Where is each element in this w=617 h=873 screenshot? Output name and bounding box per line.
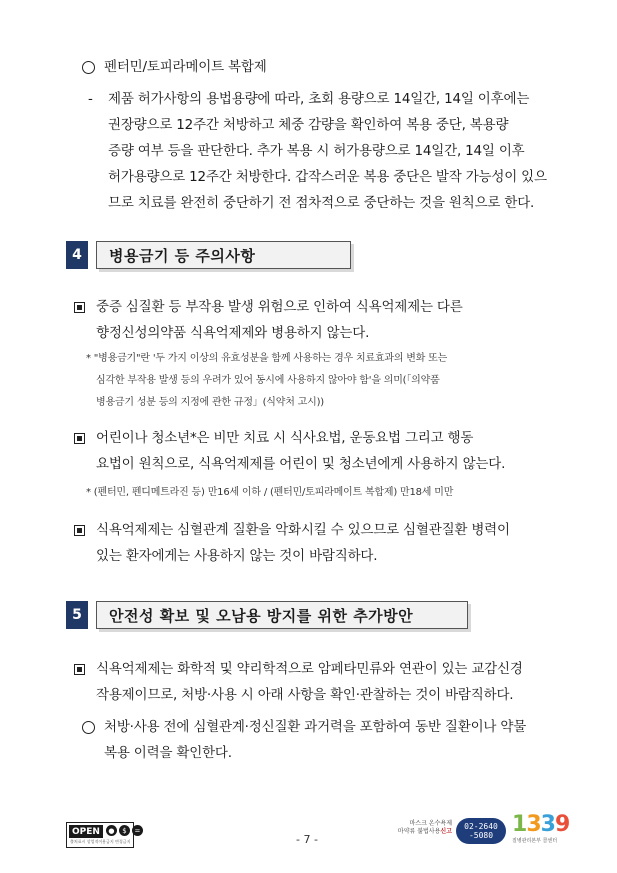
section-title: 안전성 확보 및 오남용 방지를 위한 추가방안 (96, 601, 468, 629)
hotline-sub: 질병관리본부 콜센터 (512, 838, 558, 844)
item-title: 펜터민/토피라메이트 복합제 (104, 59, 267, 75)
square-bullet (74, 525, 85, 536)
phone-line-2: -5080 (468, 831, 494, 840)
noncommercial-icon: $ (119, 825, 130, 836)
s4-note1-line-1: * "병용금기"란 '두 가지 이상의 유효성분을 함께 사용하는 경우 치료효과의 변화 또는 (86, 353, 448, 364)
s4-item2-line-1: 어린이나 청소년*은 비만 치료 시 식사요법, 운동요법 그리고 행동 (96, 430, 474, 446)
intro-line-3: 증량 여부 등을 판단한다. 추가 복용 시 허가용량으로 14일간, 14일 이후 (108, 143, 525, 159)
report-line-2: 마약류 불법사용 (397, 828, 441, 835)
hotline-digit: 3 (526, 812, 541, 837)
intro-line-2: 권장량으로 12주간 처방하고 체중 감량을 확인하여 복용 중단, 복용량 (108, 117, 509, 133)
report-highlight: 신고 (440, 828, 452, 835)
report-line-1: 마스크 온수욕제 (409, 820, 452, 827)
s4-item1-line-1: 중증 심질환 등 부작용 발생 위험으로 인하여 식욕억제제는 다른 (96, 299, 463, 315)
section-number: 4 (66, 241, 88, 269)
s4-item3-line-1: 식욕억제제는 심혈관계 질환을 악화시킬 수 있으므로 심혈관질환 병력이 (96, 522, 510, 538)
open-label: OPEN (69, 825, 103, 838)
phone-badge (456, 818, 506, 844)
hotline-digit: 9 (554, 812, 570, 837)
square-bullet (74, 664, 85, 675)
s5-sub1-line-2: 복용 이력을 확인한다. (104, 745, 232, 761)
section-number: 5 (66, 601, 88, 629)
s4-item2-line-2: 요법이 원칙으로, 식욕억제제를 어린이 및 청소년에게 사용하지 않는다. (96, 456, 506, 472)
hotline-digit: 3 (540, 812, 555, 837)
open-license-logo (66, 822, 141, 848)
dash-bullet: - (88, 91, 93, 107)
section-title: 병용금기 등 주의사항 (96, 241, 351, 269)
circle-bullet (82, 721, 95, 734)
noderiv-icon: = (132, 825, 143, 836)
s4-note1-line-2: 심각한 부작용 발생 등의 우려가 있어 동시에 사용하지 않아야 함'을 의미(「의약품 (96, 375, 440, 386)
hotline-number (512, 812, 569, 837)
intro-line-5: 므로 치료를 완전히 중단하기 전 점차적으로 중단하는 것을 원칙으로 한다. (108, 195, 535, 211)
s5-item1-line-2: 작용제이므로, 처방·사용 시 아래 사항을 확인·관찰하는 것이 바람직하다. (96, 687, 514, 703)
intro-line-4: 허가용량으로 12주간 처방한다. 갑작스러운 복용 중단은 발작 가능성이 있으 (108, 169, 547, 185)
license-icons (106, 825, 143, 836)
circle-bullet (82, 61, 95, 74)
square-bullet (74, 302, 85, 313)
attribution-icon: ● (106, 825, 117, 836)
s4-note2: * (펜터민, 펜디메트라진 등) 만16세 이하 / (펜터민/토피라메이트 복합제) 만18세 미만 (86, 487, 454, 498)
open-license-sub: 출처표시 상업적이용금지 변경금지 (70, 839, 131, 844)
s5-item1-line-1: 식욕억제제는 화학적 및 약리학적으로 암페타민류와 연관이 있는 교감신경 (96, 661, 523, 677)
report-campaign (396, 820, 452, 836)
s5-sub1-line-1: 처방·사용 전에 심혈관계·정신질환 과거력을 포함하여 동반 질환이나 약물 (104, 719, 527, 735)
s4-item1-line-2: 향정신성의약품 식욕억제제와 병용하지 않는다. (96, 325, 370, 341)
hotline-logo (512, 812, 569, 844)
page-number: - 7 - (296, 833, 318, 846)
intro-line-1: 제품 허가사항의 용법용량에 따라, 초회 용량으로 14일간, 14일 이후에는 (108, 91, 530, 107)
s4-item3-line-2: 있는 환자에게는 사용하지 않는 것이 바람직하다. (96, 548, 378, 564)
s4-note1-line-3: 병용금기 성분 등의 지정에 관한 규정」(식약처 고시)) (96, 397, 324, 408)
square-bullet (74, 433, 85, 444)
hotline-digit: 1 (512, 812, 527, 837)
phone-line-1: 02-2640 (464, 822, 498, 831)
